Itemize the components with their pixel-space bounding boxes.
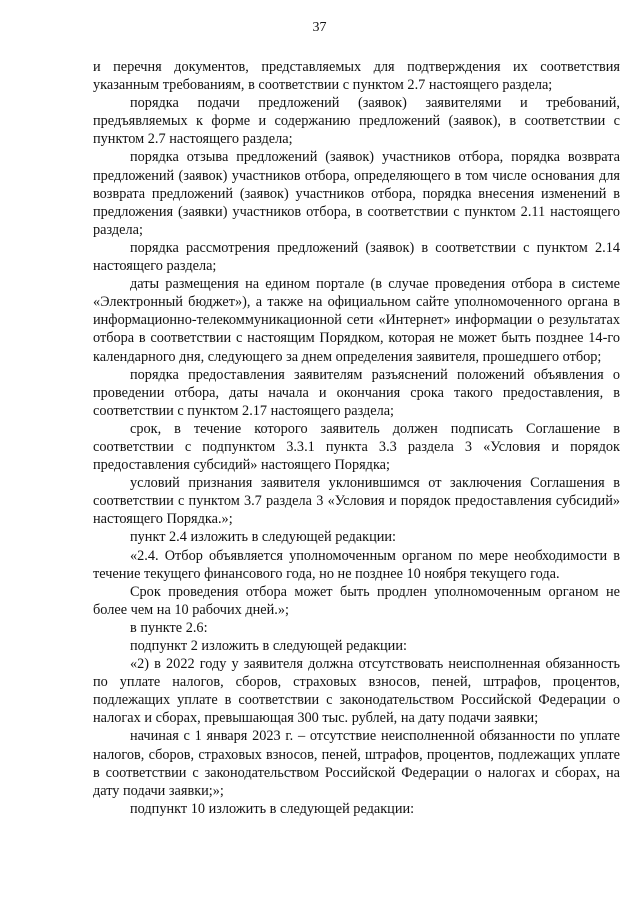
- paragraph: и перечня документов, представляемых для подтверждения их соответствия указанным требованиям, в соответствии с пунктом 2.7 настоящего раздела;: [93, 59, 620, 94]
- paragraph: «2.4. Отбор объявляется уполномоченным органом по мере необходимости в течение текущего финансового года, но не позднее 10 ноября текущего года.: [93, 547, 620, 582]
- paragraph: подпункт 10 изложить в следующей редакции:: [130, 800, 415, 817]
- paragraph: даты размещения на едином портале (в случае проведения отбора в системе «Электронный бюджет»), а также на официальном сайте уполномоченного органа в информационно-телекоммуникационной сети «Интернет» информации о результатах отбора в соответствии с настоящим Порядком, которая не может быть позднее 14-го календарного дня, следующего за днем определения заявителя, прошедшего отбор;: [93, 276, 620, 365]
- paragraph: начиная с 1 января 2023 г. – отсутствие неисполненной обязанности по уплате налогов, сборов, страховых взносов, пеней, штрафов, процентов, подлежащих уплате в соответствии с законодательством Российской Федерации о налогах и сборах, на дату подачи заявки;»;: [93, 728, 620, 799]
- paragraph: порядка рассмотрения предложений (заявок) в соответствии с пунктом 2.14 настоящего раздела;: [93, 239, 620, 275]
- paragraph: срок, в течение которого заявитель должен подписать Соглашение в соответствии с подпунктом 3.3.1 пункта 3.3 раздела 3 «Условия и порядок предоставления субсидий» настоящего Порядка;: [93, 420, 620, 474]
- paragraph: пункт 2.4 изложить в следующей редакции:: [130, 529, 397, 546]
- paragraph: Срок проведения отбора может быть продлен уполномоченным органом не более чем на 10 рабочих дней.»;: [93, 583, 620, 618]
- paragraph: условий признания заявителя уклонившимся от заключения Соглашения в соответствии с пунктом 3.7 раздела 3 «Условия и порядок предоставления субсидий» настоящего Порядка.»;: [93, 475, 620, 528]
- paragraph: порядка подачи предложений (заявок) заявителями и требований, предъявляемых к форме и содержанию предложений (заявок), в соответствии с пунктом 2.7 настоящего раздела;: [93, 95, 620, 148]
- paragraph: в пункте 2.6:: [130, 619, 208, 636]
- paragraph: «2) в 2022 году у заявителя должна отсутствовать неисполненная обязанность по уплате налогов, сборов, страховых взносов, пеней, штрафов, процентов, подлежащих уплате в соответствии с законодательством Российской Федерации о налогах и сборах, превышающая 300 тыс. рублей, на дату подачи заявки;: [93, 656, 620, 727]
- paragraph: порядка предоставления заявителям разъяснений положений объявления о проведении отбора, даты начала и окончания срока такого предоставления, в соответствии с пунктом 2.17 настоящего раздела;: [93, 366, 620, 419]
- paragraph: подпункт 2 изложить в следующей редакции:: [130, 638, 407, 654]
- document-body: [93, 58, 620, 818]
- paragraph: порядка отзыва предложений (заявок) участников отбора, порядка возврата предложений (заявок) участников отбора, определяющего в том числе основания для возврата предложений (заявок) участников отбора, порядка внесения изменений в предложения (заявки) участников отбора, в соответствии с пунктом 2.11 настоящего раздела;: [93, 149, 620, 238]
- page-number: 37: [312, 20, 327, 35]
